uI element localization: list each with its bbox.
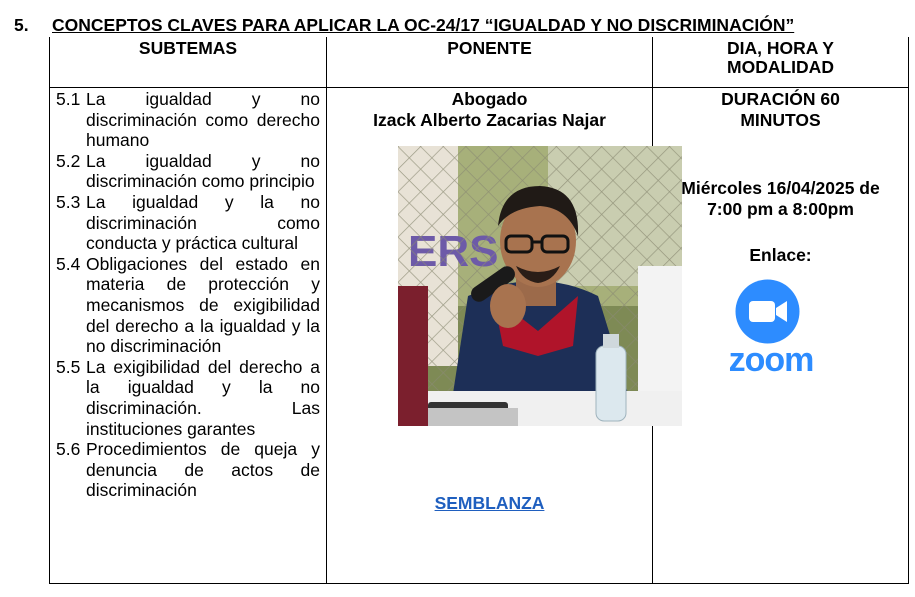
duration-line1: DURACIÓN 60 (721, 89, 840, 109)
ponente-header: PONENTE (447, 38, 532, 58)
horario-header-line1: DIA, HORA Y (727, 38, 834, 58)
section-title: CONCEPTOS CLAVES PARA APLICAR LA OC-24/17 “IGUALDAD Y NO DISCRIMINACIÓN” (52, 15, 795, 35)
date-line1: Miércoles 16/04/2025 de (681, 178, 880, 198)
speaker-photo-illustration (398, 146, 682, 426)
subtemas-header: SUBTEMAS (138, 38, 238, 58)
subtema-number: 5.5 (56, 356, 81, 377)
speaker-photo (398, 146, 682, 426)
subtema-number: 5.3 (56, 191, 81, 212)
subtemas-column (50, 37, 326, 583)
duration-line2: MINUTOS (740, 110, 821, 130)
subtema-text: La igualdad y no discriminación como principio (86, 150, 320, 192)
zoom-camera-icon[interactable] (735, 279, 800, 344)
date-line2: 7:00 pm a 8:00pm (707, 199, 854, 219)
subtema-text: Obligaciones del estado en materia de protección y mecanismos de exigibilidad del derecho a la igualdad y la no discriminación (86, 253, 320, 357)
enlace-label: Enlace: (749, 245, 812, 265)
section-number: 5. (14, 15, 29, 35)
subtema-text: Procedimientos de queja y denuncia de actos de discriminación (86, 439, 320, 501)
subtema-text: La exigibilidad del derecho a la igualdad y la no discriminación. Las instituciones garantes (86, 356, 320, 439)
subtema-number: 5.1 (56, 89, 81, 109)
duration-block (653, 89, 908, 131)
subtema-number: 5.2 (56, 150, 81, 171)
speaker-block (327, 89, 652, 131)
date-block (653, 178, 908, 220)
subtema-text: La igualdad y no discriminación como derecho humano (86, 89, 320, 151)
speaker-role: Abogado (451, 89, 528, 109)
subtema-number: 5.6 (56, 439, 81, 460)
list-item (56, 357, 324, 439)
section-heading (14, 14, 910, 36)
schedule-table (49, 37, 909, 584)
subtema-number: 5.4 (56, 253, 81, 274)
semblanza-link[interactable]: SEMBLANZA (434, 493, 545, 513)
list-item (56, 151, 324, 192)
horario-column (653, 37, 908, 583)
subtema-text: La igualdad y la no discriminación como conducta y práctica cultural (86, 191, 320, 254)
zoom-logo-text[interactable]: zoom (728, 341, 814, 379)
zoom-logo[interactable] (719, 339, 823, 379)
ponente-column (327, 37, 652, 583)
list-item (56, 192, 324, 254)
horario-header-line2: MODALIDAD (727, 57, 834, 77)
list-item (56, 439, 324, 501)
subtemas-list (56, 89, 324, 501)
list-item (56, 89, 324, 151)
list-item (56, 254, 324, 357)
horario-header (653, 39, 908, 77)
speaker-name: Izack Alberto Zacarias Najar (373, 110, 606, 130)
